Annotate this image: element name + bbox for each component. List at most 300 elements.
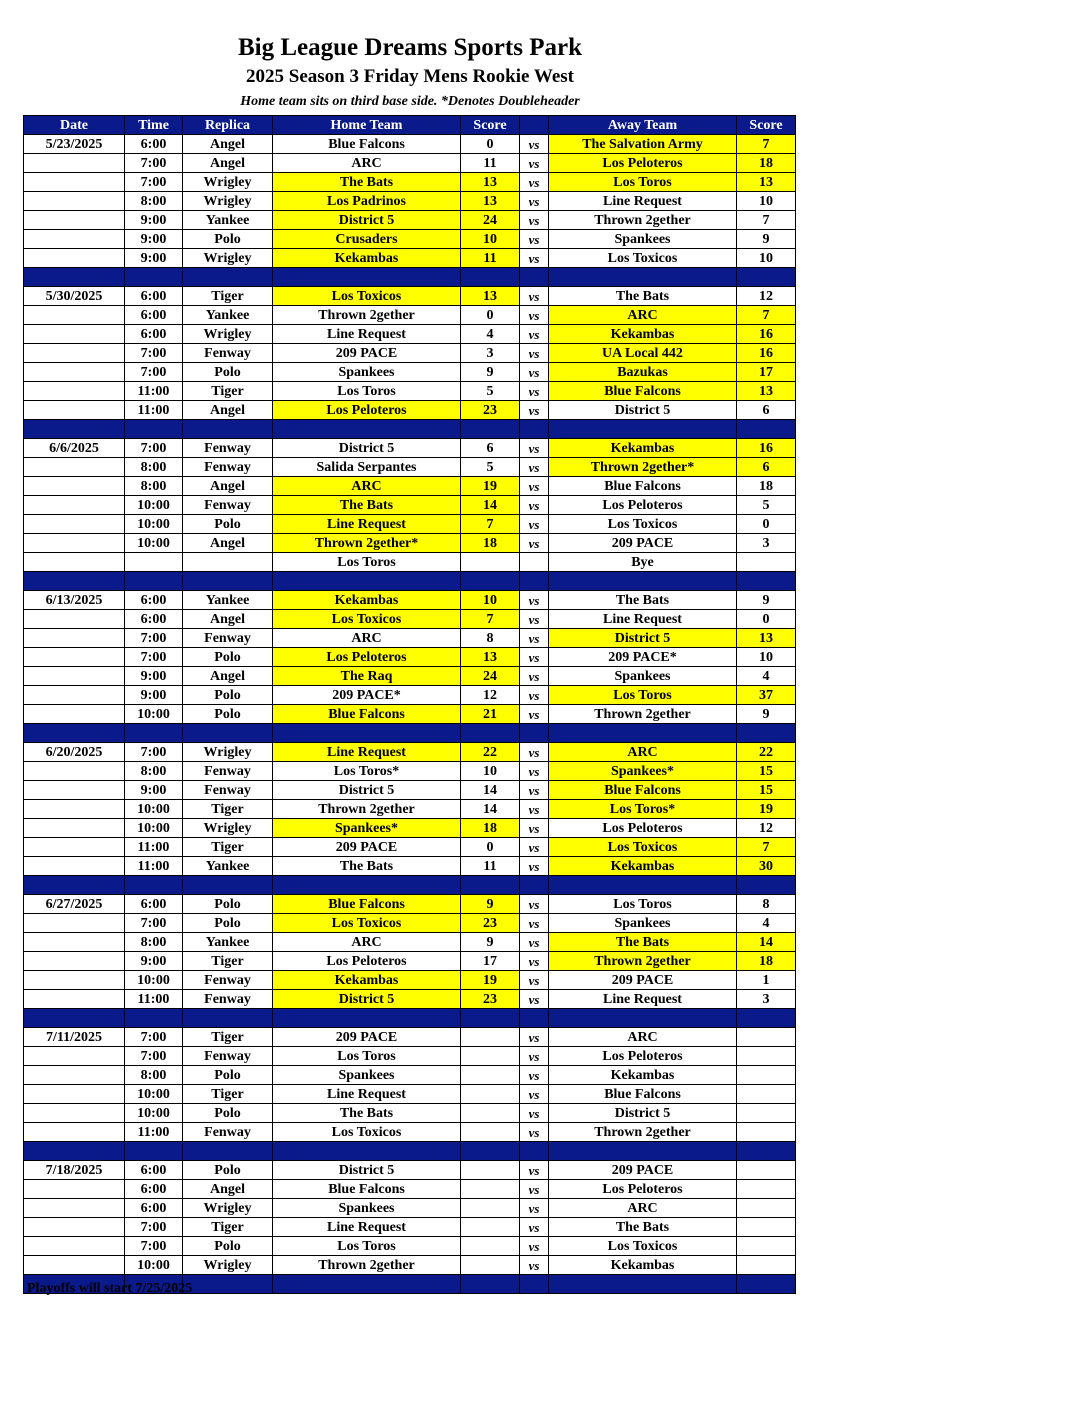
home-team-cell: Los Padrinos (273, 192, 461, 211)
replica-cell: Polo (183, 1104, 273, 1123)
table-row (24, 1237, 796, 1256)
home-score-cell: 13 (461, 648, 520, 667)
away-team-cell: Los Toros (549, 686, 737, 705)
table-row (24, 230, 796, 249)
vs-cell: vs (520, 1104, 549, 1123)
table-row (24, 1218, 796, 1237)
separator-cell (549, 572, 737, 591)
away-team-cell: UA Local 442 (549, 344, 737, 363)
home-score-cell (461, 553, 520, 572)
table-row (24, 1123, 796, 1142)
separator-cell (24, 268, 125, 287)
separator-cell (737, 876, 796, 895)
away-team-cell: Thrown 2gether (549, 952, 737, 971)
header-row (24, 116, 796, 135)
separator-cell (461, 268, 520, 287)
replica-cell: Fenway (183, 762, 273, 781)
time-cell: 7:00 (125, 1237, 183, 1256)
separator-cell (549, 1142, 737, 1161)
home-team-cell: Line Request (273, 743, 461, 762)
home-team-cell: Los Peloteros (273, 401, 461, 420)
time-cell: 11:00 (125, 382, 183, 401)
time-cell: 7:00 (125, 743, 183, 762)
home-score-cell: 5 (461, 382, 520, 401)
replica-cell: Fenway (183, 781, 273, 800)
away-team-cell: District 5 (549, 629, 737, 648)
home-team-cell: Los Toros (273, 1047, 461, 1066)
away-score-cell: 19 (737, 800, 796, 819)
time-cell: 7:00 (125, 1028, 183, 1047)
date-cell (24, 1085, 125, 1104)
date-cell (24, 553, 125, 572)
home-team-cell: Line Request (273, 325, 461, 344)
away-team-cell: Spankees (549, 667, 737, 686)
table-row (24, 135, 796, 154)
replica-cell: Angel (183, 610, 273, 629)
away-score-cell: 9 (737, 591, 796, 610)
away-score-cell: 15 (737, 762, 796, 781)
separator-cell (549, 420, 737, 439)
away-team-cell: Kekambas (549, 857, 737, 876)
time-cell: 7:00 (125, 914, 183, 933)
replica-cell: Angel (183, 135, 273, 154)
replica-cell: Fenway (183, 1047, 273, 1066)
away-team-cell: Kekambas (549, 325, 737, 344)
table-row (24, 667, 796, 686)
home-team-cell: Los Toros (273, 1237, 461, 1256)
replica-cell: Fenway (183, 439, 273, 458)
table-row (24, 192, 796, 211)
date-cell (24, 382, 125, 401)
replica-cell: Wrigley (183, 192, 273, 211)
away-score-cell: 3 (737, 990, 796, 1009)
home-score-cell: 5 (461, 458, 520, 477)
time-cell: 7:00 (125, 1218, 183, 1237)
replica-cell: Polo (183, 914, 273, 933)
home-team-cell: Blue Falcons (273, 135, 461, 154)
table-row (24, 1199, 796, 1218)
away-team-cell: Los Peloteros (549, 496, 737, 515)
time-cell: 6:00 (125, 1180, 183, 1199)
vs-cell: vs (520, 971, 549, 990)
home-team-cell: 209 PACE (273, 1028, 461, 1047)
away-team-cell: 209 PACE (549, 1161, 737, 1180)
date-cell (24, 154, 125, 173)
separator-cell (737, 1275, 796, 1294)
away-score-cell: 10 (737, 192, 796, 211)
vs-cell: vs (520, 192, 549, 211)
home-score-cell (461, 1104, 520, 1123)
away-team-cell: ARC (549, 306, 737, 325)
replica-cell: Polo (183, 686, 273, 705)
time-cell: 7:00 (125, 629, 183, 648)
separator-cell (24, 724, 125, 743)
away-team-cell: Bye (549, 553, 737, 572)
vs-cell: vs (520, 135, 549, 154)
separator-cell (549, 268, 737, 287)
replica-cell: Tiger (183, 838, 273, 857)
vs-cell: vs (520, 534, 549, 553)
home-team-cell: Kekambas (273, 591, 461, 610)
playoffs-note: Playoffs will start 7/25/2025 (27, 1281, 193, 1296)
home-team-cell: Kekambas (273, 249, 461, 268)
home-team-cell: District 5 (273, 1161, 461, 1180)
home-score-cell: 11 (461, 249, 520, 268)
away-score-cell: 14 (737, 933, 796, 952)
home-team-cell: Los Toxicos (273, 287, 461, 306)
date-cell: 6/6/2025 (24, 439, 125, 458)
home-score-cell: 9 (461, 363, 520, 382)
time-cell: 10:00 (125, 819, 183, 838)
away-score-cell: 12 (737, 287, 796, 306)
vs-cell: vs (520, 1256, 549, 1275)
time-cell: 9:00 (125, 211, 183, 230)
time-cell: 6:00 (125, 895, 183, 914)
date-cell (24, 477, 125, 496)
home-team-cell: Los Peloteros (273, 952, 461, 971)
away-team-cell: Thrown 2gether (549, 705, 737, 724)
replica-cell: Polo (183, 1161, 273, 1180)
away-score-cell: 10 (737, 648, 796, 667)
away-score-cell: 16 (737, 325, 796, 344)
away-score-cell: 0 (737, 515, 796, 534)
home-team-cell: The Bats (273, 857, 461, 876)
replica-cell: Polo (183, 895, 273, 914)
separator-cell (549, 1275, 737, 1294)
away-team-cell: Thrown 2gether* (549, 458, 737, 477)
vs-cell: vs (520, 1180, 549, 1199)
time-cell: 7:00 (125, 439, 183, 458)
away-score-cell (737, 553, 796, 572)
date-cell: 7/18/2025 (24, 1161, 125, 1180)
date-cell (24, 401, 125, 420)
time-cell (125, 553, 183, 572)
separator-cell (273, 1009, 461, 1028)
vs-cell: vs (520, 401, 549, 420)
away-score-cell (737, 1028, 796, 1047)
vs-cell: vs (520, 439, 549, 458)
home-score-cell (461, 1028, 520, 1047)
date-cell (24, 1256, 125, 1275)
vs-cell: vs (520, 762, 549, 781)
home-team-cell: District 5 (273, 211, 461, 230)
home-team-cell: Blue Falcons (273, 1180, 461, 1199)
away-score-cell (737, 1218, 796, 1237)
vs-cell: vs (520, 382, 549, 401)
separator-cell (24, 1009, 125, 1028)
home-score-cell: 0 (461, 135, 520, 154)
away-score-cell: 9 (737, 705, 796, 724)
home-score-cell: 13 (461, 287, 520, 306)
time-cell: 8:00 (125, 762, 183, 781)
home-score-cell: 8 (461, 629, 520, 648)
away-team-cell: Line Request (549, 192, 737, 211)
away-score-cell: 13 (737, 629, 796, 648)
table-row (24, 1104, 796, 1123)
away-team-cell: The Salvation Army (549, 135, 737, 154)
separator-cell (520, 1275, 549, 1294)
separator-cell (273, 268, 461, 287)
separator-cell (273, 1142, 461, 1161)
home-score-cell: 19 (461, 971, 520, 990)
separator-cell (24, 876, 125, 895)
away-team-cell: Los Peloteros (549, 1047, 737, 1066)
table-row (24, 1256, 796, 1275)
separator-cell (737, 572, 796, 591)
replica-cell: Yankee (183, 857, 273, 876)
date-cell (24, 857, 125, 876)
col-time-header: Time (125, 116, 183, 135)
away-team-cell: Los Toros (549, 173, 737, 192)
time-cell: 7:00 (125, 154, 183, 173)
separator-cell (520, 1009, 549, 1028)
home-team-cell: Blue Falcons (273, 705, 461, 724)
away-team-cell: The Bats (549, 591, 737, 610)
away-team-cell: ARC (549, 1199, 737, 1218)
away-team-cell: Los Peloteros (549, 819, 737, 838)
vs-cell: vs (520, 838, 549, 857)
time-cell: 9:00 (125, 667, 183, 686)
week-separator (24, 876, 796, 895)
away-score-cell: 13 (737, 382, 796, 401)
home-score-cell: 23 (461, 990, 520, 1009)
separator-cell (461, 1275, 520, 1294)
separator-cell (461, 1142, 520, 1161)
replica-cell: Tiger (183, 382, 273, 401)
time-cell: 10:00 (125, 705, 183, 724)
date-cell (24, 1199, 125, 1218)
separator-cell (520, 1142, 549, 1161)
away-score-cell (737, 1237, 796, 1256)
page-subtitle: 2025 Season 3 Friday Mens Rookie West (246, 66, 574, 87)
away-score-cell: 16 (737, 344, 796, 363)
home-team-cell: Los Toros* (273, 762, 461, 781)
week-separator (24, 572, 796, 591)
date-cell: 6/27/2025 (24, 895, 125, 914)
separator-cell (24, 1142, 125, 1161)
separator-cell (125, 1009, 183, 1028)
replica-cell: Angel (183, 1180, 273, 1199)
vs-cell: vs (520, 154, 549, 173)
time-cell: 11:00 (125, 401, 183, 420)
home-score-cell: 13 (461, 192, 520, 211)
table-row (24, 1028, 796, 1047)
separator-cell (737, 268, 796, 287)
time-cell: 11:00 (125, 1123, 183, 1142)
separator-cell (461, 724, 520, 743)
home-team-cell: Spankees (273, 1199, 461, 1218)
away-team-cell: Thrown 2gether (549, 1123, 737, 1142)
home-team-cell: The Bats (273, 496, 461, 515)
home-score-cell: 14 (461, 800, 520, 819)
home-score-cell: 24 (461, 667, 520, 686)
date-cell: 6/13/2025 (24, 591, 125, 610)
replica-cell: Polo (183, 1237, 273, 1256)
home-score-cell (461, 1161, 520, 1180)
date-cell: 5/23/2025 (24, 135, 125, 154)
away-score-cell: 4 (737, 914, 796, 933)
date-cell (24, 762, 125, 781)
away-score-cell: 7 (737, 838, 796, 857)
replica-cell: Tiger (183, 1218, 273, 1237)
separator-cell (183, 876, 273, 895)
date-cell (24, 800, 125, 819)
home-score-cell: 10 (461, 591, 520, 610)
away-score-cell (737, 1085, 796, 1104)
away-team-cell: Los Toros (549, 895, 737, 914)
vs-cell: vs (520, 458, 549, 477)
replica-cell: Fenway (183, 1123, 273, 1142)
date-cell (24, 971, 125, 990)
away-team-cell: District 5 (549, 401, 737, 420)
home-team-cell: ARC (273, 154, 461, 173)
home-team-cell: Los Toros (273, 553, 461, 572)
away-score-cell: 6 (737, 458, 796, 477)
time-cell: 7:00 (125, 363, 183, 382)
time-cell: 8:00 (125, 192, 183, 211)
table-row (24, 363, 796, 382)
time-cell: 8:00 (125, 477, 183, 496)
col-home-score-header: Score (461, 116, 520, 135)
time-cell: 7:00 (125, 648, 183, 667)
table-row (24, 895, 796, 914)
time-cell: 6:00 (125, 591, 183, 610)
home-team-cell: District 5 (273, 439, 461, 458)
separator-cell (549, 876, 737, 895)
separator-cell (24, 420, 125, 439)
replica-cell: Fenway (183, 344, 273, 363)
table-row (24, 344, 796, 363)
week-separator (24, 724, 796, 743)
home-team-cell: Spankees* (273, 819, 461, 838)
away-team-cell: Spankees (549, 230, 737, 249)
vs-cell: vs (520, 952, 549, 971)
home-score-cell: 18 (461, 534, 520, 553)
time-cell: 10:00 (125, 800, 183, 819)
away-score-cell: 18 (737, 154, 796, 173)
home-score-cell: 0 (461, 306, 520, 325)
home-team-cell: Thrown 2gether (273, 1256, 461, 1275)
table-row (24, 648, 796, 667)
away-team-cell: Spankees* (549, 762, 737, 781)
away-score-cell (737, 1066, 796, 1085)
separator-cell (183, 724, 273, 743)
time-cell: 6:00 (125, 610, 183, 629)
away-score-cell: 9 (737, 230, 796, 249)
replica-cell: Angel (183, 477, 273, 496)
vs-cell: vs (520, 1199, 549, 1218)
vs-cell: vs (520, 1123, 549, 1142)
col-away-score-header: Score (737, 116, 796, 135)
table-row (24, 553, 796, 572)
separator-cell (461, 1009, 520, 1028)
separator-cell (549, 1009, 737, 1028)
table-row (24, 325, 796, 344)
date-cell: 5/30/2025 (24, 287, 125, 306)
separator-cell (183, 268, 273, 287)
time-cell: 10:00 (125, 1085, 183, 1104)
replica-cell: Wrigley (183, 819, 273, 838)
separator-cell (520, 724, 549, 743)
home-score-cell: 14 (461, 496, 520, 515)
away-score-cell: 16 (737, 439, 796, 458)
vs-cell: vs (520, 857, 549, 876)
away-team-cell: Los Toxicos (549, 249, 737, 268)
away-team-cell: Los Peloteros (549, 154, 737, 173)
date-cell (24, 496, 125, 515)
separator-cell (24, 572, 125, 591)
away-team-cell: District 5 (549, 1104, 737, 1123)
date-cell (24, 192, 125, 211)
home-team-cell: Line Request (273, 1218, 461, 1237)
time-cell: 6:00 (125, 135, 183, 154)
home-score-cell: 11 (461, 857, 520, 876)
away-score-cell (737, 1123, 796, 1142)
time-cell: 8:00 (125, 1066, 183, 1085)
time-cell: 9:00 (125, 249, 183, 268)
separator-cell (183, 420, 273, 439)
separator-cell (183, 572, 273, 591)
away-score-cell: 22 (737, 743, 796, 762)
vs-cell: vs (520, 743, 549, 762)
away-team-cell: Blue Falcons (549, 382, 737, 401)
vs-cell: vs (520, 477, 549, 496)
home-team-cell: District 5 (273, 781, 461, 800)
home-score-cell: 7 (461, 515, 520, 534)
vs-cell: vs (520, 1066, 549, 1085)
table-row (24, 306, 796, 325)
home-score-cell: 12 (461, 686, 520, 705)
home-score-cell: 11 (461, 154, 520, 173)
time-cell: 10:00 (125, 515, 183, 534)
week-separator (24, 1142, 796, 1161)
date-cell (24, 1218, 125, 1237)
date-cell (24, 249, 125, 268)
away-score-cell: 7 (737, 135, 796, 154)
home-team-cell: 209 PACE (273, 838, 461, 857)
table-row (24, 857, 796, 876)
separator-cell (273, 876, 461, 895)
home-score-cell (461, 1237, 520, 1256)
separator-cell (125, 420, 183, 439)
away-score-cell: 37 (737, 686, 796, 705)
home-score-cell: 10 (461, 762, 520, 781)
date-cell (24, 1066, 125, 1085)
away-score-cell: 12 (737, 819, 796, 838)
replica-cell: Fenway (183, 629, 273, 648)
replica-cell: Polo (183, 363, 273, 382)
away-score-cell (737, 1161, 796, 1180)
home-score-cell: 21 (461, 705, 520, 724)
time-cell: 9:00 (125, 230, 183, 249)
home-team-cell: Thrown 2gether* (273, 534, 461, 553)
time-cell: 8:00 (125, 458, 183, 477)
date-cell (24, 1047, 125, 1066)
home-team-cell: Line Request (273, 1085, 461, 1104)
replica-cell: Yankee (183, 591, 273, 610)
vs-cell: vs (520, 781, 549, 800)
away-score-cell: 4 (737, 667, 796, 686)
vs-cell: vs (520, 1161, 549, 1180)
away-team-cell: Blue Falcons (549, 1085, 737, 1104)
home-team-cell: Salida Serpantes (273, 458, 461, 477)
home-team-cell: The Bats (273, 173, 461, 192)
date-cell (24, 325, 125, 344)
away-team-cell: Los Toxicos (549, 838, 737, 857)
home-score-cell: 9 (461, 933, 520, 952)
away-score-cell: 18 (737, 477, 796, 496)
replica-cell: Wrigley (183, 743, 273, 762)
